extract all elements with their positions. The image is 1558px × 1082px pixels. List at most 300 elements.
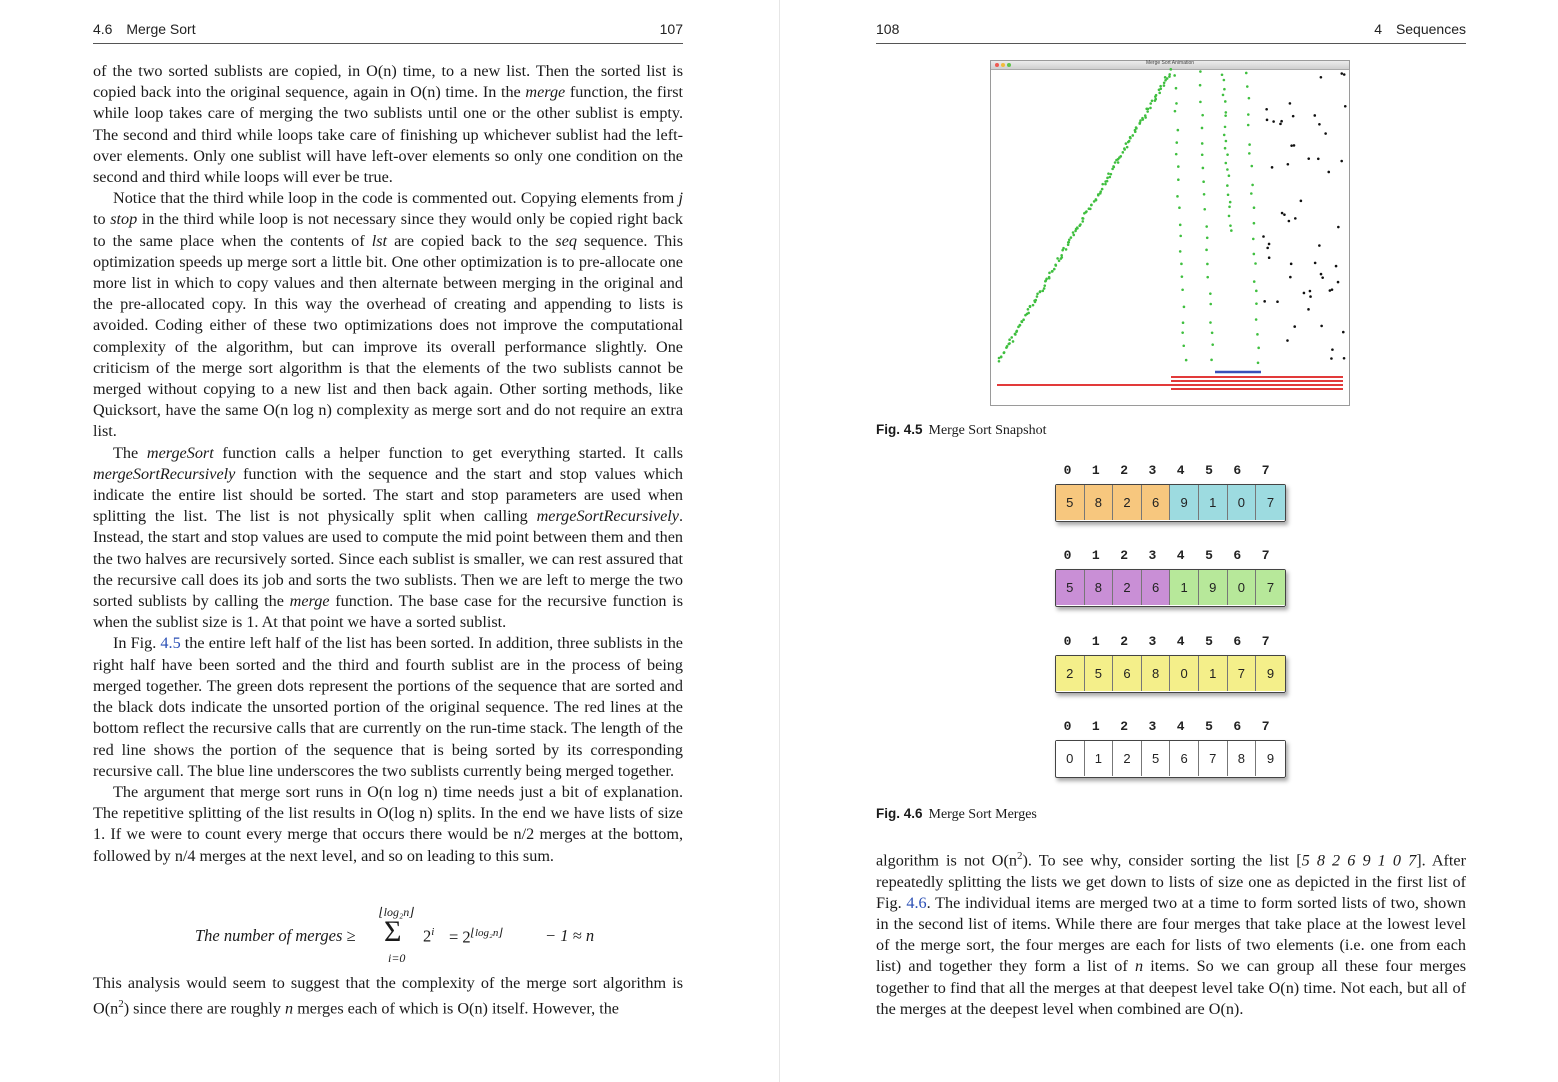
sorted-dot [1045,278,1048,281]
page-gutter [779,0,780,1082]
text-run: ) since there are roughly [123,999,286,1018]
left-page-number: 107 [659,21,683,37]
sorted-dot [1041,290,1044,293]
array-index-label: 6 [1233,463,1242,478]
text-run: . Instead, the start and stop values are used to compute the mid point between them and then the two halves are recursively sorted. Since each sublist is smaller, we can rest assured that the recursive call does its job and sorts the two sublists. Then we are left to merge the two sorted sublists by calling the [93,507,683,611]
sorted-dot [1199,70,1202,73]
sorted-dot [1254,262,1257,265]
sorted-dot [1082,217,1085,220]
merge-sort-animation-window [990,60,1350,406]
unsorted-dot [1292,115,1295,118]
unsorted-dot [1266,119,1269,122]
array-index-label: 6 [1233,548,1242,563]
paragraph [93,782,683,867]
sorted-dot [1068,238,1071,241]
unsorted-dot [1343,357,1346,360]
text-run: in the third while loop is not necessary since they would only be copied right back to the same place when the contents of [93,210,683,250]
array-row [1055,740,1286,778]
sorted-dot [1168,73,1171,76]
array-cell: 6 [1142,485,1171,520]
array-index-label: 0 [1063,719,1072,734]
sorted-dot [1209,292,1212,295]
unsorted-dot [1342,331,1345,334]
unsorted-dot [1283,213,1286,216]
sorted-dot [1255,318,1258,321]
sorted-dot [1227,193,1230,196]
array-index-label: 5 [1205,719,1213,734]
sorted-dot [1022,318,1025,321]
array-index-label: 0 [1063,548,1072,563]
sorted-dot [1175,141,1178,144]
sorted-dot [1135,127,1138,130]
sorted-dot [1053,268,1056,271]
unsorted-dot [1324,132,1327,135]
sorted-dot [1206,276,1209,279]
sorted-dot [1248,97,1251,100]
sorted-dot [1247,124,1250,127]
sorted-dot [1226,168,1229,171]
array-cell: 2 [1113,485,1142,520]
array-index-label: 2 [1120,719,1128,734]
sorted-dot [998,360,1001,363]
sorted-dot [1151,99,1154,102]
text-run: mergeSort [146,443,214,462]
sorted-dot [1224,126,1227,129]
eq-sigma: Σ [384,915,402,948]
eq-tail: − 1 ≈ n [545,926,595,945]
array-cell: 2 [1056,656,1085,691]
text-run: The [113,443,147,462]
sorted-dot [1250,165,1253,168]
unsorted-dot [1337,226,1340,229]
sorted-dot [1253,280,1256,283]
sorted-dot [1072,231,1075,234]
unsorted-dot [1266,247,1269,250]
right-header-rule [876,43,1466,44]
sorted-dot [1163,84,1166,87]
unsorted-dot [1314,262,1317,265]
array-cell: 8 [1142,656,1171,691]
sorted-dot [1202,167,1205,170]
sorted-dot [1226,184,1229,187]
left-body-text [93,61,683,867]
array-cell: 2 [1113,741,1142,776]
array-cell: 8 [1085,485,1114,520]
text-run: j [678,189,683,208]
unsorted-dot [1276,300,1279,303]
array-cell: 5 [1085,656,1114,691]
unsorted-dot [1262,235,1265,238]
sorted-dot [1255,290,1258,293]
array-cell: 5 [1056,570,1085,605]
sorted-dot [1117,161,1120,164]
sorted-dot [1032,304,1035,307]
sorted-dot [1003,351,1006,354]
sorted-dot [1141,117,1144,120]
sorted-dot [1036,292,1039,295]
sorted-dot [1202,180,1205,183]
sorted-dot [1205,225,1208,228]
sorted-dot [1224,100,1227,103]
sorted-dot [1101,188,1104,191]
sorted-dot [1211,343,1214,346]
unsorted-dot [1268,243,1271,246]
animation-canvas [991,61,1349,405]
unsorted-dot [1288,220,1291,223]
text-run: n [285,999,294,1018]
sorted-dot [1177,178,1180,181]
animation-window-title: Merge Sort Animation [1145,60,1195,66]
sorted-dot [1119,155,1122,158]
sorted-dot [1021,321,1024,324]
unsorted-dot [1317,157,1320,160]
sorted-dot [1177,129,1180,132]
unsorted-dot [1331,288,1334,291]
sorted-dot [1177,165,1180,168]
unsorted-dot [1268,256,1271,259]
sorted-dot [1181,288,1184,291]
array-cell: 1 [1199,485,1228,520]
array-cell: 6 [1170,741,1199,776]
array-row [1055,569,1286,607]
unsorted-dot [1337,281,1340,284]
sorted-dot [1072,234,1075,237]
sorted-dot [1008,338,1011,341]
sorted-dot [1226,153,1229,156]
sorted-dot [1223,88,1226,91]
sorted-dot [1166,77,1169,80]
sorted-dot [1201,127,1204,130]
sorted-dot [1000,355,1003,358]
sorted-dot [1228,215,1231,218]
fig46-label: Fig. 4.6 [876,806,923,821]
sorted-dot [1253,253,1256,256]
unsorted-dot [1330,357,1333,360]
sorted-dot [1067,241,1070,244]
text-run: are copied back to the [387,231,556,250]
sorted-dot [1256,333,1259,336]
sorted-dot [1175,153,1178,156]
text-run: 5 8 2 6 9 1 0 7 [1301,851,1417,870]
array-cell: 1 [1199,656,1228,691]
right-header-section: 4 [1374,21,1383,37]
sorted-dot [1114,161,1117,164]
array-index-label: 5 [1205,634,1213,649]
sorted-dot [1203,208,1206,211]
paragraph [93,61,683,188]
unsorted-dot [1309,295,1312,298]
array-cell: 9 [1170,485,1199,520]
array-index-label: 6 [1233,634,1242,649]
unsorted-dot [1307,157,1310,160]
text-run: merge [289,592,330,611]
figure-link[interactable]: 4.5 [160,634,181,653]
unsorted-dot [1318,244,1321,247]
array-cell: 1 [1170,570,1199,605]
sorted-dot [1180,263,1183,266]
array-index-label: 7 [1261,548,1270,563]
sorted-dot [1185,359,1188,362]
right-running-head [1200,21,1466,37]
sorted-dot [1206,236,1209,239]
array-cell: 9 [1199,570,1228,605]
right-header-title: Sequences [1395,21,1466,37]
unsorted-dot [1290,263,1293,266]
right-body-text [876,846,1466,1020]
fig45-caption [876,422,1046,439]
sorted-dot [1247,113,1250,116]
sorted-dot [1174,110,1177,113]
right-page-number: 108 [876,21,900,37]
sorted-dot [1173,74,1176,77]
sorted-dot [1248,152,1251,155]
array-index-label: 1 [1091,548,1100,563]
sorted-dot [1043,284,1046,287]
sorted-dot [1014,333,1017,336]
text-run: n [1134,957,1144,976]
unsorted-dot [1320,76,1323,79]
array-index-label: 1 [1091,719,1100,734]
array-cell: 0 [1056,741,1085,776]
array-index-label: 7 [1261,634,1270,649]
sorted-dot [1048,272,1051,275]
sorted-dot [1209,321,1212,324]
unsorted-dot [1313,114,1316,117]
sorted-dot [1178,206,1181,209]
array-cell: 7 [1256,485,1285,520]
array-cell: 8 [1228,741,1257,776]
sorted-dot [1154,98,1157,101]
sorted-dot [1144,114,1147,117]
paragraph [876,846,1466,1020]
sorted-dot [1179,250,1182,253]
sorted-dot [1159,85,1162,88]
sorted-dot [1206,263,1209,266]
sorted-dot [1199,84,1202,87]
sorted-dot [1079,223,1082,226]
unsorted-dot [1272,120,1275,123]
unsorted-dot [1300,200,1303,203]
text-run: The argument that merge sort runs in O(n log n) time needs just a bit of explanation. The repetitive splitting of the list results in O(log n) splits. In the end we have lists of size 1. If we were to count every merge that occurs there would be n/2 merges at the bottom, followed by n/4 merges at the next level, and so on leading to this sum. [93,782,683,865]
sorted-dot [1015,331,1018,334]
sorted-dot [1147,108,1150,111]
unsorted-dot [1265,108,1268,111]
unsorted-dot [1281,212,1284,215]
sorted-dot [1122,151,1125,154]
fig46-text: Merge Sort Merges [928,807,1037,822]
array-cell: 5 [1056,485,1085,520]
eq-upper-limit: ⌊log₂n⌋ [379,905,414,919]
sorted-dot [1146,110,1149,113]
paragraph [93,443,683,634]
sorted-dot [1245,72,1248,75]
text-run: seq [555,231,577,250]
unsorted-dot [1343,73,1346,76]
sorted-dot [1051,270,1054,273]
text-run: This analysis would seem to suggest that the complexity of the merge sort algorithm is O(n [93,974,683,1018]
sorted-dot [1251,184,1254,187]
array-cell: 7 [1256,570,1285,605]
sorted-dot [1179,235,1182,238]
array-index-label: 6 [1233,719,1242,734]
array-index-label: 1 [1091,634,1100,649]
sorted-dot [1158,92,1161,95]
sorted-dot [1107,172,1110,175]
array-cell: 6 [1113,656,1142,691]
array-cell: 7 [1228,656,1257,691]
sorted-dot [1099,190,1102,193]
text-run: stop [110,210,138,229]
eq-term: 2$^i$ [423,926,435,946]
sorted-dot [1182,344,1185,347]
array-cell: 5 [1142,741,1171,776]
unsorted-dot [1289,102,1292,105]
left-closing-text [93,973,683,1020]
array-index-label: 2 [1120,463,1128,478]
sorted-dot [1228,205,1231,208]
text-run: to [93,210,111,229]
sorted-dot [1199,101,1202,104]
sorted-dot [1070,236,1073,239]
array-index-label: 2 [1120,548,1128,563]
fig45-label: Fig. 4.5 [876,422,923,437]
text-run: function. The base case for the recursive function is when the sublist size is 1. At that point we have a sorted sublist. [93,592,683,632]
sorted-dot [1112,165,1115,168]
eq-lower-limit: i=0 [388,951,406,965]
array-index-label: 5 [1205,548,1213,563]
sorted-dot [1089,208,1092,211]
sorted-dot [1210,359,1213,362]
array-index-label: 5 [1205,463,1213,478]
array-cell: 9 [1256,741,1285,776]
unsorted-dot [1331,348,1334,351]
sorted-dot [1223,134,1226,137]
sorted-dot [1060,254,1063,257]
sorted-dot [1139,119,1142,122]
paragraph [93,188,683,442]
unsorted-dot [1286,339,1289,342]
sorted-dot [1058,259,1061,262]
paragraph [93,973,683,1020]
sorted-dot [1209,303,1212,306]
sorted-dot [1179,224,1182,227]
sorted-dot [1253,222,1256,225]
array-index-label: 1 [1091,463,1100,478]
sorted-dot [1095,198,1098,201]
text-run: Notice that the third while loop in the code is commented out. Copying elements from [113,189,679,208]
sorted-dot [1257,361,1260,364]
text-run: 2 [1016,850,1023,862]
array-index-label: 3 [1148,634,1157,649]
text-run: In Fig. [113,634,161,653]
sorted-dot [1203,193,1206,196]
sorted-dot [1229,224,1232,227]
array-index-label: 7 [1261,463,1270,478]
array-index-label: 3 [1148,719,1157,734]
sorted-dot [1201,153,1204,156]
array-row [1055,655,1286,693]
array-index-label: 2 [1120,634,1128,649]
array-index-label: 4 [1176,719,1185,734]
array-index-label: 0 [1063,463,1072,478]
sorted-dot [1006,345,1009,348]
sorted-dot [1248,143,1251,146]
sorted-dot [1012,340,1015,343]
sorted-dot [1123,147,1126,150]
left-header-rule [93,43,683,44]
text-run: function with the sequence and the start and stop values which indicate the entire list should be sorted. The start and stop parameters are used when splitting the list. The list is not physically split when calling [93,464,683,526]
text-run: of the two sorted sublists are copied, in O(n) time, to a new list. Then the sorted list is copied back into the original sequence, again in O(n) time. In the [93,62,683,102]
fig46-caption [876,806,1037,823]
unsorted-dot [1280,120,1283,123]
sorted-dot [1149,102,1152,105]
array-cell: 9 [1256,656,1285,691]
sorted-dot [1205,249,1208,252]
sorted-dot [1201,114,1204,117]
sorted-dot [1182,321,1185,324]
sorted-dot [1010,336,1013,339]
sorted-dot [1149,107,1152,110]
sorted-dot [1222,94,1225,97]
text-run: algorithm is not O(n [876,851,1017,870]
sorted-dot [1163,81,1166,84]
sorted-dot [1257,347,1260,350]
sorted-dot [1228,174,1231,177]
text-run: 2 [118,998,124,1011]
array-cell: 2 [1113,570,1142,605]
sorted-dot [1065,248,1068,251]
text-run: ]. After repeatedly splitting the lists we get down to lists of size one as depicted in the first list of Fig. [876,851,1466,912]
sorted-dot [1043,287,1046,290]
array-row [1055,484,1286,522]
sorted-dot [1211,331,1214,334]
text-run: function calls a helper function to get everything started. It calls [213,443,683,462]
sorted-dot [1008,342,1011,345]
sorted-dot [1224,114,1227,117]
sorted-dot [1129,137,1132,140]
unsorted-dot [1340,72,1343,75]
unsorted-dot [1327,171,1330,174]
sorted-dot [1034,299,1037,302]
unsorted-dot [1303,292,1306,295]
array-index-label: 3 [1148,548,1157,563]
array-cell: 0 [1170,656,1199,691]
unsorted-dot [1321,276,1324,279]
figure-link[interactable]: 4.6 [906,893,927,912]
text-run: the entire left half of the list has been sorted. In addition, three sublists in the right half have been sorted and the third and fourth sublist are in the process of being merged together. The green dots represent the portions of the sequence that are sorted and the black dots indicate the unsorted portion of the original sequence. The red lines at the bottom reflect the recursive calls that are currently on the run-time stack. The length of the red line shows the portion of the sequence that is being sorted by its corresponding recursive call. The blue line underscores the two sublists currently being merged together. [93,634,683,780]
text-run: merges each of which is O(n) itself. However, the [293,999,619,1018]
sorted-dot [1225,140,1228,143]
sorted-dot [1036,295,1039,298]
sorted-dot [1201,142,1204,145]
sorted-dot [1081,220,1084,223]
text-run: items. So we can group all these four merges together to find that all the merges at that deepest level take O(n) time. Not each, but all of the merges at the deepest level when combined are O(n). [876,957,1467,1018]
sorted-dot [1168,75,1171,78]
left-header-title: Merge Sort [126,21,196,37]
text-run: merge [525,83,566,102]
sorted-dot [1183,306,1186,309]
sorted-dot [1019,324,1022,327]
text-run: . The individual items are merged two at a time to form sorted lists of two, shown in the second list of items. While there are four merges that take place at the lowest level of the merge sort, the four merges are each for lists of two elements (i.e. one from each list) and together they form a list of [876,893,1466,976]
left-header-section: 4.6 [93,21,113,37]
sorted-dot [1109,176,1112,179]
sorted-dot [1056,257,1059,260]
text-run: mergeSortRecursively [536,507,679,526]
sorted-dot [1224,147,1227,150]
sorted-dot [1255,302,1258,305]
array-index-label: 7 [1261,719,1270,734]
sorted-dot [1067,243,1070,246]
